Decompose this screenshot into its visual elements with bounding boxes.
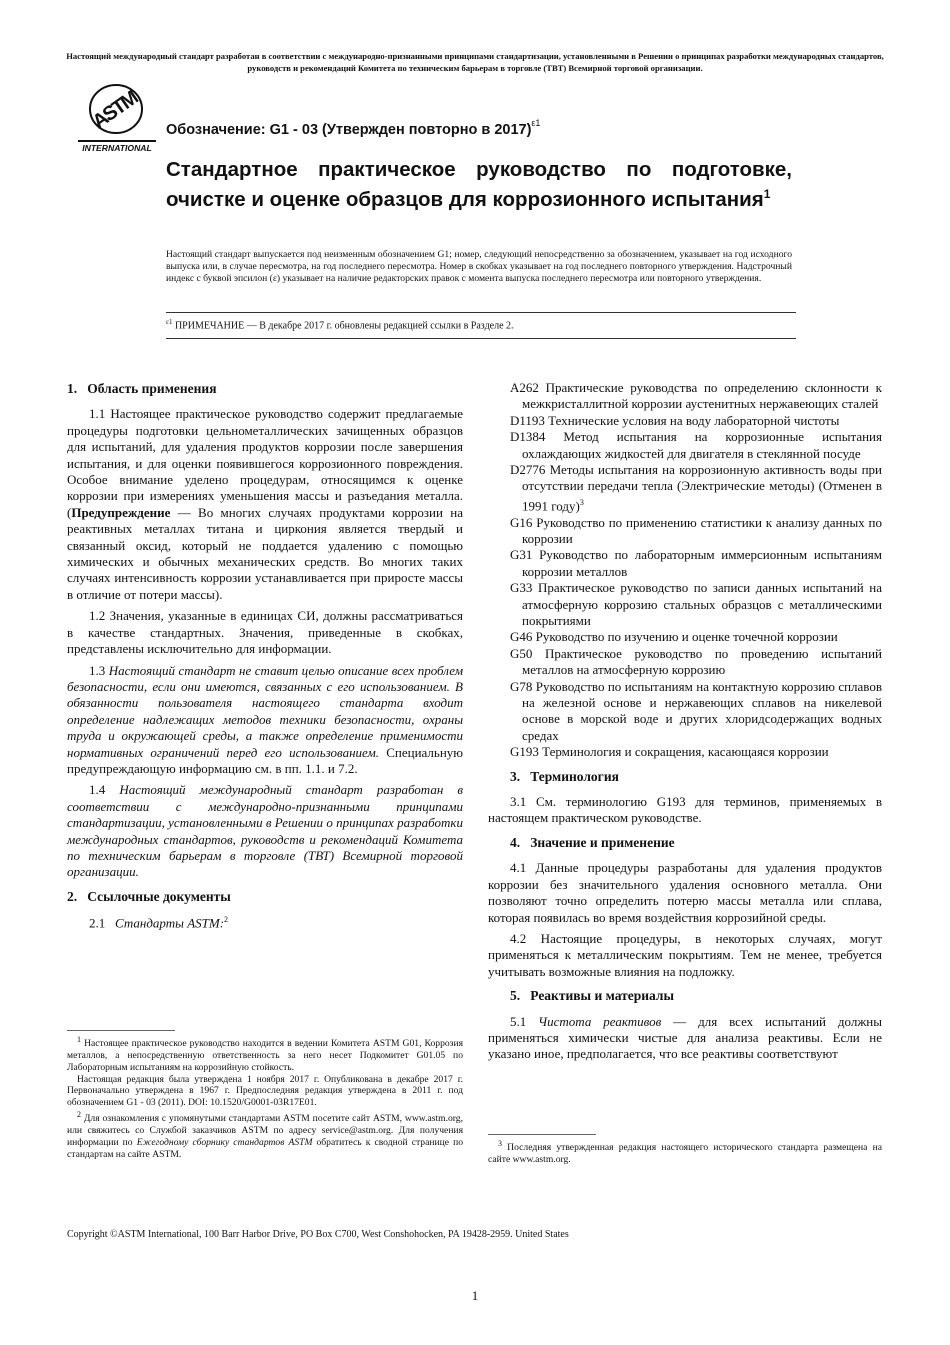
reference-item: D1193 Технические условия на воду лабораторной чистоты — [510, 412, 840, 428]
page-number: 1 — [471, 1288, 479, 1303]
section-3-heading: 3. Терминология — [510, 768, 619, 784]
left-column — [67, 381, 463, 932]
divider-top — [166, 312, 796, 313]
editorial-note: $^{\varepsilon 1}$ ПРИМЕЧАНИЕ — В декабре 2017 г. обновлены редакцией ссылки в Разделе 2. — [166, 318, 514, 332]
para-1-2: 1.2 Значения, указанные в единицах СИ, должны рассматриваться в качестве стандартных. Значения, приведенные в скобках, представлены исключительно для информации. — [67, 608, 463, 657]
reference-item: G31 Руководство по лабораторным иммерсионным испытаниям коррозии металлов — [510, 547, 882, 579]
logo-text: ASTM — [88, 87, 142, 134]
right-column — [488, 380, 882, 1063]
reference-item: D2776 Методы испытания на коррозионную активность воды при отсутствии передачи тепла (Электрические методы) (Отменен в 1991 году)$^3$ — [510, 462, 882, 514]
section-1-heading: 1. Область применения — [67, 381, 217, 396]
designation: Обозначение: G1 - 03 (Утвержден повторно в 2017)$^{\varepsilon 1}$ — [166, 118, 541, 138]
reference-item: G46 Руководство по изучению и оценке точечной коррозии — [510, 629, 838, 645]
footnote-1: $^1$ Настоящее практическое руководство находится в ведении Комитета ASTM G01, Коррозия металлов, а непосредственную ответственность за него несет Подкомитет G01.05 по Лабораторным испытаниям на коррозийную стойкость. — [67, 1035, 463, 1073]
para-1-3: 1.3 Настоящий стандарт не ставит целью описание всех проблем безопасности, если они имеются, связанных с его использованием. В обязанности пользователя настоящего стандарта входит определение надлежащих методов техники безопасности, охраны труда и окружающей среды, а также определение применимости нормативных ограничений перед его использованием. Специальную предупреждающую информацию см. в пп. 1.1. и 7.2. — [67, 662, 464, 776]
footnote-1-continued: Настоящая редакция была утверждена 1 ноября 2017 г. Опубликована в декабре 2017 г. Первоначально утверждена в 1967 г. Предпоследняя редакция утверждена в 2011 г. под обозначением G1 - 03 (2011). DOI: 10.1520/G0001-03R17E01. — [67, 1073, 463, 1109]
footnotes-left — [67, 1034, 463, 1160]
reference-item: G50 Практическое руководство по проведению испытаний металлов на атмосферную коррозию — [510, 645, 882, 678]
reference-list — [510, 380, 882, 761]
reference-item: A262 Практические руководства по определению склонности к межкристаллитной коррозии аустенитных нержавеющих сталей — [510, 380, 882, 412]
para-4-1: 4.1 Данные процедуры разработаны для удаления продуктов коррозии без значительного удаления основного металла. Они позволяют точно определить потерю массы металла или сплава, которая появилась во время воздействия коррозийной среды. — [488, 860, 882, 925]
para-4-2: 4.2 Настоящие процедуры, в некоторых случаях, могут применяться к металлическим покрытиям. Тем не менее, требуется учитывать возможные влияния на подложку. — [488, 930, 882, 979]
section-4-heading: 4. Значение и применение — [510, 834, 675, 850]
reference-item: G16 Руководство по применению статистики к анализу данных по коррозии — [510, 514, 882, 546]
footnote-separator-left — [67, 1030, 175, 1031]
issue-note: Настоящий стандарт выпускается под неизменным обозначением G1; номер, следующий непосредственно за обозначением, указывает на год исходного выпуска или, в случае пересмотра, на год последнего пересмотра. Номер в скобках указывает на год последнего повторного утверждения. Надстрочный индекс с буквой эпсилон (ε) указывает на наличие редакторских правок с момента выпуска последнего пересмотра или повторного утверждения. — [166, 249, 792, 284]
footnote-3: $^3$ Последняя утвержденная редакция настоящего исторического стандарта размещена на сайте www.astm.org. — [488, 1139, 882, 1165]
para-1-4: 1.4 Настоящий международный стандарт разработан в соответствии с международно-признанными принципами стандартизации, установленными в Решении о принципах разработки международных стандартов, руководств и рекомендаций Комитета по техническим барьерам в торговле (ТВТ) Всемирной торговой организации. — [67, 782, 463, 880]
para-1-1: 1.1 Настоящее практическое руководство содержит предлагаемые процедуры подготовки цельнометаллических зачищенных образцов для испытаний, для удаления продуктов коррозии после завершения испытания, и для оценки появившегося коррозионного повреждения. Особое внимание уделено процедурам, относящимся к оценке коррозии при измерениях уменьшения массы и разъедания металла. (Предупреждение — Во многих случаях продуктами коррозии на реактивных металлах титана и циркония является твердый и связанный оксид, который не поддается удалению с помощью химических и обычных механических средств. Во многих таких случаях интенсивность коррозии устанавливается при приросте массы в отличие от потери массы). — [67, 406, 463, 602]
reference-item: G33 Практическое руководство по записи данных испытаний на атмосферную коррозию стальных образцов с металлическими покрытиями — [510, 580, 882, 629]
section-2-heading: 2. Ссылочные документы — [67, 888, 231, 904]
reference-item: D1384 Метод испытания на коррозионные испытания охлаждающих жидкостей для двигателя в стеклянной посуде — [510, 429, 882, 461]
section-5-heading: 5. Реактивы и материалы — [510, 988, 675, 1004]
para-5-1: 5.1 Чистота реактивов — для всех испытаний должны применяться химически чистые для анализа реактивы. Если не указано иное, предполагается, что все реактивы соответствуют — [488, 1013, 882, 1062]
reference-item: G78 Руководство по испытаниям на контактную коррозию сплавов на железной основе и нержавеющих сплавов на никелевой основе в морской воде и других хлоридсодержащих водных средах — [510, 678, 882, 743]
astm-logo — [76, 82, 158, 154]
footnote-2: $^2$ Для ознакомления с упомянутыми стандартами ASTM посетите сайт ASTM, www.astm.org, или свяжитесь со Службой заказчиков ASTM по адресу service@astm.org. Для получения информации по Ежегодному сборнику стандартов ASTM обратитесь к сводной странице по стандартам на сайте ASTM. — [67, 1109, 463, 1160]
reference-item: G193 Терминология и сокращения, касающаяся коррозии — [510, 744, 829, 760]
top-notice: Настоящий международный стандарт разработан в соответствии с международно-признанными принципами стандартизации, установленными в Решении о принципах разработки международных стандартов, руководств и рекомендаций Комитета по техническим барьерам в торговле (ТВТ) Всемирной торговой организации. — [66, 51, 884, 73]
document-title: Стандартное практическое руководство по подготовке, очистке и оценке образцов для коррозионного испытания$^1$ — [166, 158, 792, 211]
footnote-separator-right — [488, 1134, 596, 1135]
designation-epsilon: ε1 — [531, 118, 541, 128]
logo-subtitle: INTERNATIONAL — [82, 143, 152, 153]
para-2-1: 2.1 Стандарты ASTM:$^2$ — [89, 915, 229, 931]
copyright: Copyright ©ASTM International, 100 Barr Harbor Drive, PO Box C700, West Conshohocken, PA 19428-2959. United States — [67, 1229, 569, 1240]
para-3-1: 3.1 См. терминологию G193 для терминов, применяемых в настоящем практическом руководстве. — [488, 794, 882, 826]
divider-bottom — [166, 338, 796, 339]
